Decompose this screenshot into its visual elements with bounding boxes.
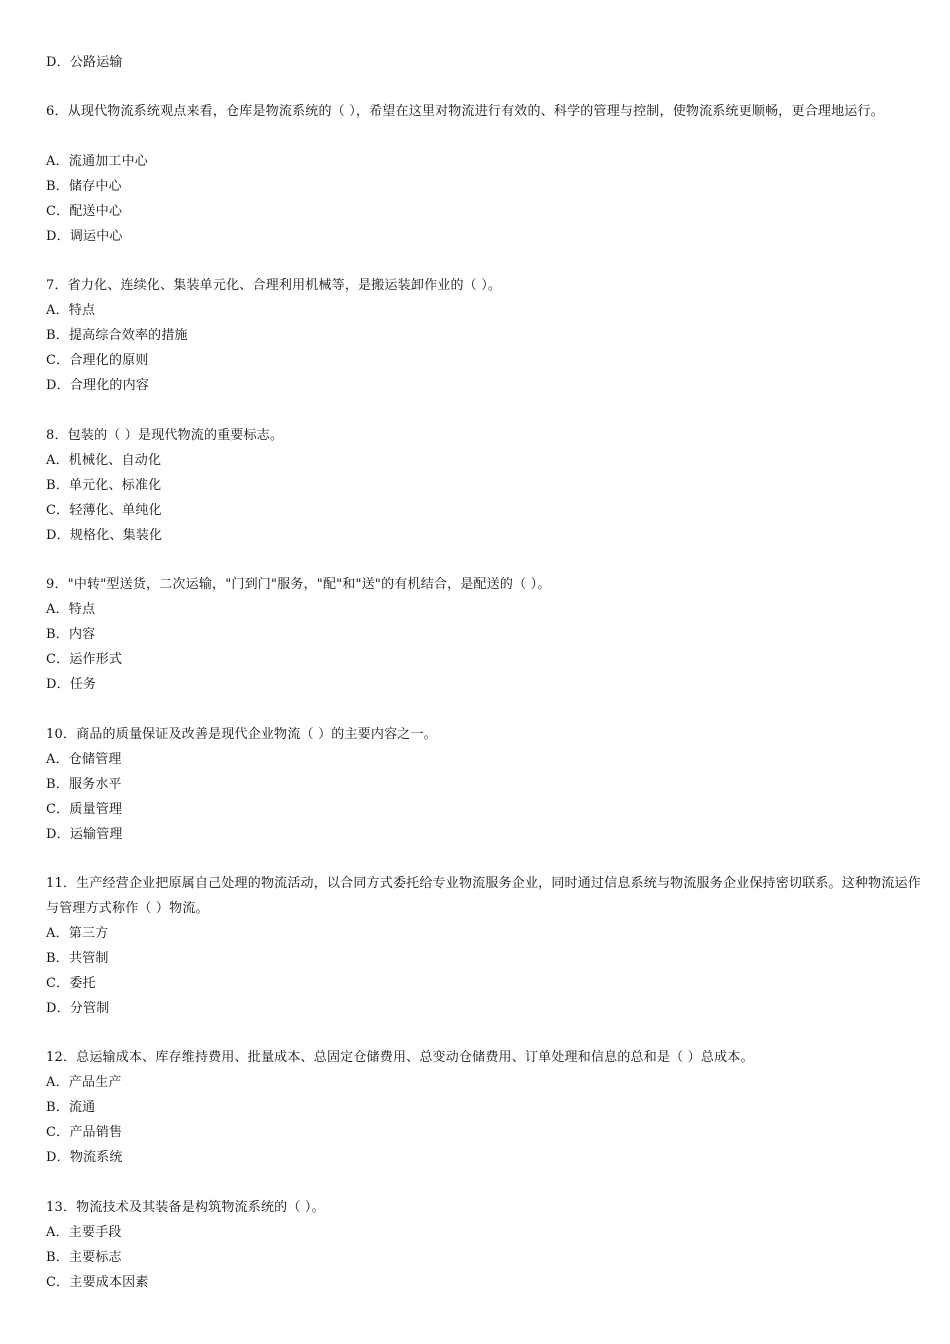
option-c-q8: C．轻薄化、单纯化 <box>46 503 162 518</box>
option-d-q9: D．任务 <box>46 677 97 692</box>
option-a-q13: A．主要手段 <box>46 1225 122 1240</box>
option-c-q7: C．合理化的原则 <box>46 353 149 368</box>
option-c-q6: C．配送中心 <box>46 204 123 219</box>
question-9: 9．"中转"型送货，二次运输，"门到门"服务，"配"和"送"的有机结合，是配送的（ ）。 <box>46 577 551 592</box>
option-c-q13: C．主要成本因素 <box>46 1275 149 1290</box>
question-7: 7．省力化、连续化、集装单元化、合理利用机械等，是搬运装卸作业的（ ）。 <box>46 278 502 293</box>
option-b-q10: B．服务水平 <box>46 777 122 792</box>
option-a-q6: A．流通加工中心 <box>46 154 148 169</box>
option-c-q12: C．产品销售 <box>46 1125 123 1140</box>
option-b-q13: B．主要标志 <box>46 1250 122 1265</box>
option-c-q9: C．运作形式 <box>46 652 123 667</box>
option-b-q7: B．提高综合效率的措施 <box>46 328 188 343</box>
option-b-q11: B．共管制 <box>46 951 109 966</box>
question-13: 13．物流技术及其装备是构筑物流系统的（ ）。 <box>46 1200 325 1215</box>
option-b-q6: B．储存中心 <box>46 179 122 194</box>
option-d-q11: D．分管制 <box>46 1001 110 1016</box>
question-8: 8．包装的（ ）是现代物流的重要标志。 <box>46 428 284 443</box>
option-a-q10: A．仓储管理 <box>46 752 122 767</box>
option-a-q11: A．第三方 <box>46 926 109 941</box>
option-d-q12: D．物流系统 <box>46 1150 123 1165</box>
option-a-q12: A．产品生产 <box>46 1075 122 1090</box>
option-b-q9: B．内容 <box>46 627 96 642</box>
option-a-q8: A．机械化、自动化 <box>46 453 162 468</box>
option-b-q8: B．单元化、标准化 <box>46 478 162 493</box>
question-12: 12．总运输成本、库存维持费用、批量成本、总固定仓储费用、总变动仓储费用、订单处理和信息的总和是（ ）总成本。 <box>46 1050 754 1065</box>
question-10: 10．商品的质量保证及改善是现代企业物流（ ）的主要内容之一。 <box>46 727 437 742</box>
option-c-q10: C．质量管理 <box>46 802 123 817</box>
option-a-q7: A．特点 <box>46 303 96 318</box>
option-d-q6: D．调运中心 <box>46 229 123 244</box>
option-c-q11: C．委托 <box>46 976 96 991</box>
question-6: 6．从现代物流系统观点来看，仓库是物流系统的（ ），希望在这里对物流进行有效的、科学的管理与控制，使物流系统更顺畅，更合理地运行。 <box>46 104 884 119</box>
question-11: 11．生产经营企业把原属自己处理的物流活动，以合同方式委托给专业物流服务企业，同时通过信息系统与物流服务企业保持密切联系。这种物流运作与管理方式称作（ ）物流。 <box>46 876 921 916</box>
option-b-q12: B．流通 <box>46 1100 96 1115</box>
option-d-q7: D．合理化的内容 <box>46 378 150 393</box>
option-d-q8: D．规格化、集装化 <box>46 528 163 543</box>
option-d-q5: D．公路运输 <box>46 55 123 70</box>
option-d-q10: D．运输管理 <box>46 827 123 842</box>
option-a-q9: A．特点 <box>46 602 96 617</box>
